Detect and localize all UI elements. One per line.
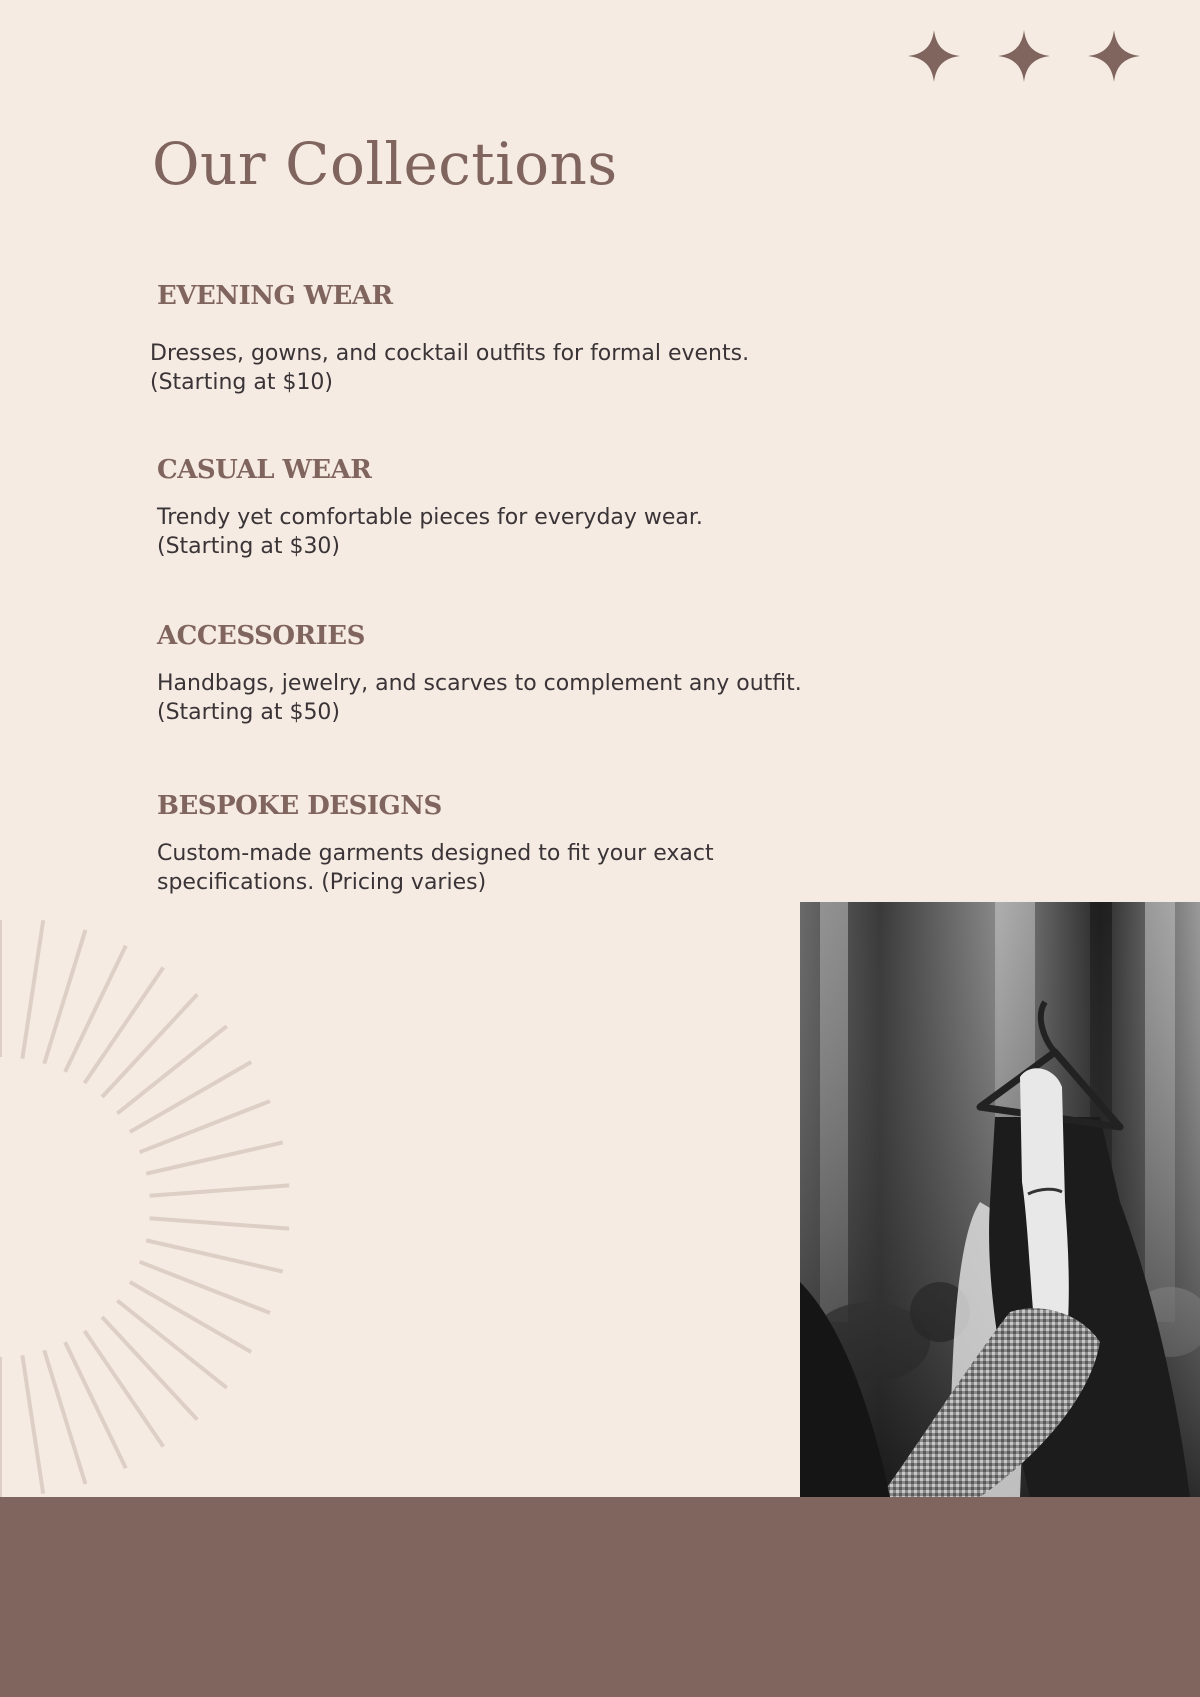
section-title: EVENING WEAR bbox=[157, 281, 393, 311]
section-description bbox=[150, 339, 877, 397]
description-line: Handbags, jewelry, and scarves to complement any outfit. bbox=[157, 671, 802, 697]
sunburst-ray bbox=[84, 1331, 163, 1447]
price-line: (Starting at $10) bbox=[150, 370, 334, 396]
price-line: (Starting at $30) bbox=[157, 534, 341, 560]
collection-bespoke-designs bbox=[157, 791, 877, 897]
price-line: specifications. (Pricing varies) bbox=[157, 870, 487, 896]
sunburst-ray bbox=[146, 1142, 282, 1173]
fashion-photo bbox=[800, 902, 1200, 1497]
page-title: Our Collections bbox=[152, 130, 618, 198]
sunburst-ray bbox=[150, 1185, 290, 1195]
price-line: (Starting at $50) bbox=[157, 700, 341, 726]
description-line: Dresses, gowns, and cocktail outfits for formal events. bbox=[150, 341, 750, 367]
sunburst-ray bbox=[150, 1218, 290, 1228]
sunburst-ray bbox=[140, 1262, 270, 1313]
section-title: CASUAL WEAR bbox=[157, 455, 372, 485]
sunburst-ray bbox=[140, 1101, 270, 1152]
collection-evening-wear bbox=[150, 281, 877, 397]
sunburst-ray bbox=[117, 1301, 226, 1388]
section-description bbox=[157, 839, 877, 897]
sunburst-ray bbox=[22, 920, 43, 1058]
section-description bbox=[157, 503, 877, 561]
description-line: Custom-made garments designed to fit your exact bbox=[157, 841, 714, 867]
sunburst-ray bbox=[117, 1026, 226, 1113]
sunburst-ray bbox=[130, 1062, 251, 1132]
collection-casual-wear bbox=[157, 455, 877, 561]
sunburst-ray bbox=[146, 1240, 282, 1271]
sunburst-ray bbox=[84, 967, 163, 1083]
description-line: Trendy yet comfortable pieces for everyday wear. bbox=[157, 505, 703, 531]
section-title: ACCESSORIES bbox=[157, 621, 365, 651]
sunburst-ray bbox=[102, 994, 197, 1097]
section-title: BESPOKE DESIGNS bbox=[157, 791, 442, 821]
star-icon bbox=[1088, 30, 1140, 82]
star-icon bbox=[998, 30, 1050, 82]
sunburst-ray bbox=[22, 1355, 43, 1493]
sunburst-ray bbox=[130, 1282, 251, 1352]
star-icon bbox=[908, 30, 960, 82]
sunburst-ray bbox=[102, 1317, 197, 1420]
collection-accessories bbox=[157, 621, 877, 727]
footer-band bbox=[0, 1497, 1200, 1697]
sunburst-decoration bbox=[0, 920, 300, 1500]
section-description bbox=[157, 669, 877, 727]
star-decoration-row bbox=[908, 30, 1140, 82]
